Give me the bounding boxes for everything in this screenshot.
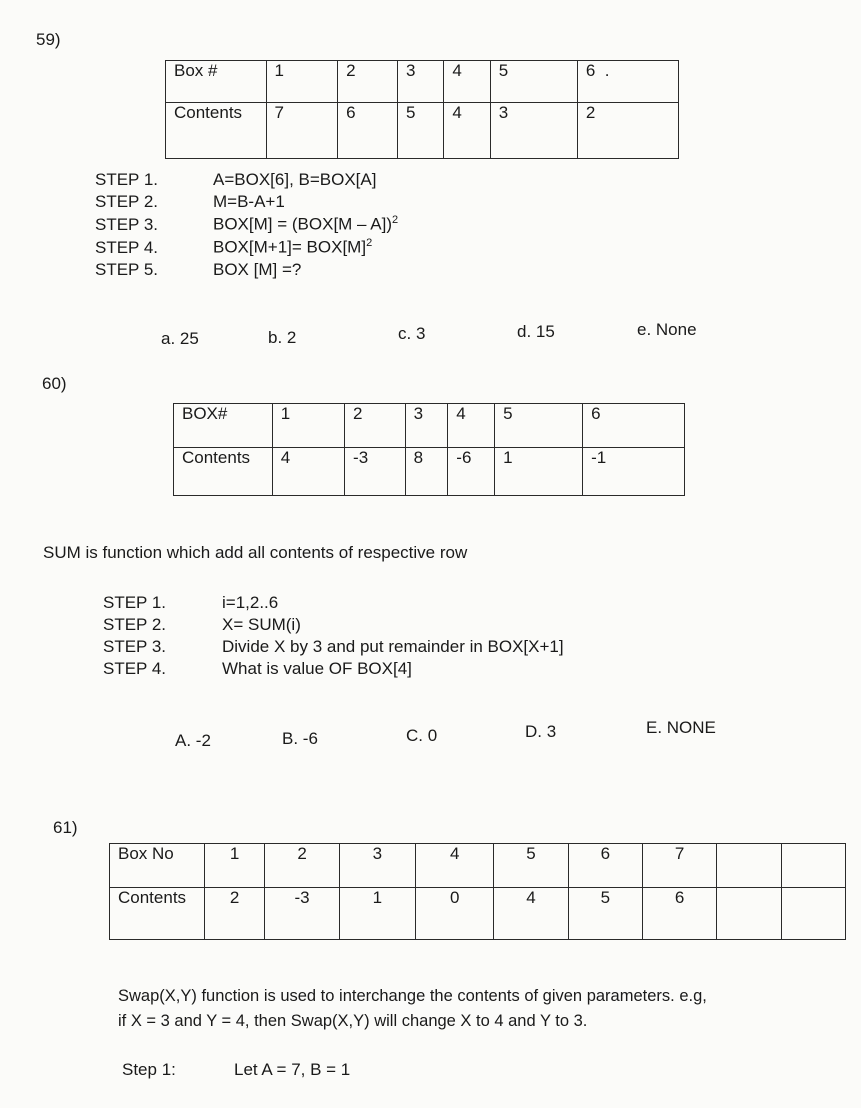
step-row	[103, 659, 412, 679]
step-row	[103, 615, 301, 635]
table-cell: -6	[448, 448, 495, 496]
table-cell: 3	[490, 103, 577, 159]
step-label: STEP 3.	[103, 637, 166, 656]
step-text: BOX[M] = (BOX[M – A])	[213, 214, 393, 234]
step-label: STEP 5.	[95, 260, 158, 279]
answer-option-e[interactable]: E. NONE	[646, 718, 716, 737]
table-cell: 4	[494, 888, 568, 940]
table-cell: 6	[583, 404, 685, 448]
table-cell: -3	[345, 448, 406, 496]
answer-option-b[interactable]: b. 2	[268, 328, 297, 347]
step-text: X= SUM(i)	[222, 615, 301, 634]
step-text: i=1,2..6	[222, 593, 279, 612]
table-cell: 5	[568, 888, 642, 940]
answer-option-e[interactable]: e. None	[637, 320, 697, 339]
step-label: STEP 2.	[95, 192, 158, 211]
table-cell: BOX#	[174, 404, 273, 448]
step-text: BOX[M+1]= BOX[M]	[213, 237, 367, 257]
step-label: Step 1:	[122, 1060, 176, 1079]
table-cell: 2	[338, 61, 398, 103]
step-text: M=B-A+1	[213, 192, 285, 211]
table-cell: 4	[448, 404, 495, 448]
answer-option-a[interactable]: A. -2	[175, 731, 211, 750]
table-cell: 1	[339, 888, 415, 940]
table-cell: 2	[345, 404, 406, 448]
table-cell	[717, 888, 781, 940]
answer-option-b[interactable]: B. -6	[282, 729, 318, 748]
q60-box-table	[173, 403, 685, 496]
table-cell: 1	[272, 404, 344, 448]
q61-box-table	[109, 843, 846, 940]
step-text: Divide X by 3 and put remainder in BOX[X+1]	[222, 637, 564, 656]
table-cell: 3	[398, 61, 444, 103]
table-cell: 1	[204, 844, 265, 888]
table-cell: 5	[398, 103, 444, 159]
table-row	[166, 61, 679, 103]
q61-step-1	[122, 1060, 350, 1080]
step-row	[103, 637, 564, 657]
table-cell: 4	[444, 103, 490, 159]
step-text: What is value OF BOX[4]	[222, 659, 412, 678]
answer-option-a[interactable]: a. 25	[161, 329, 199, 348]
table-cell: -3	[265, 888, 339, 940]
q60-intro-text: SUM is function which add all contents of respective row	[43, 543, 468, 562]
table-cell: 2	[204, 888, 265, 940]
table-cell	[781, 844, 845, 888]
step-label: STEP 3.	[95, 214, 158, 234]
table-cell: 6	[568, 844, 642, 888]
step-label: STEP 1.	[103, 593, 166, 612]
table-cell: 1	[266, 61, 338, 103]
table-cell: 5	[495, 404, 583, 448]
table-row	[110, 844, 846, 888]
step-row	[95, 170, 376, 190]
table-cell: 7	[266, 103, 338, 159]
table-cell: 8	[405, 448, 448, 496]
table-cell: 4	[416, 844, 494, 888]
table-cell: Contents	[110, 888, 205, 940]
table-cell: 2	[577, 103, 678, 159]
table-cell: 5	[490, 61, 577, 103]
table-cell: 7	[642, 844, 716, 888]
table-cell: Box #	[166, 61, 267, 103]
table-cell: 1	[495, 448, 583, 496]
question-number-61: 61)	[53, 818, 78, 837]
exponent: 2	[392, 214, 399, 226]
step-text: A=BOX[6], B=BOX[A]	[213, 170, 377, 189]
step-text: BOX [M] =?	[213, 260, 302, 279]
table-cell: Contents	[166, 103, 267, 159]
q59-box-table	[165, 60, 679, 159]
question-number-59: 59)	[36, 30, 61, 49]
table-row	[174, 404, 685, 448]
step-label: STEP 2.	[103, 615, 166, 634]
table-cell: 4	[272, 448, 344, 496]
table-cell: 4	[444, 61, 490, 103]
answer-option-c[interactable]: C. 0	[406, 726, 438, 745]
table-cell	[577, 61, 678, 103]
table-cell-dot: .	[604, 61, 610, 80]
table-cell: 3	[405, 404, 448, 448]
table-cell-text: 6	[585, 61, 596, 80]
table-cell: Box No	[110, 844, 205, 888]
table-row	[174, 448, 685, 496]
step-label: STEP 4.	[95, 237, 158, 257]
q61-paragraph-line-1: Swap(X,Y) function is used to interchange the contents of given parameters. e.g,	[118, 987, 707, 1005]
table-cell: 6	[338, 103, 398, 159]
answer-option-c[interactable]: c. 3	[398, 324, 426, 343]
table-cell: Contents	[174, 448, 273, 496]
table-cell: 2	[265, 844, 339, 888]
step-text: Let A = 7, B = 1	[234, 1060, 351, 1079]
step-label: STEP 4.	[103, 659, 166, 678]
step-row	[95, 192, 285, 212]
table-row	[110, 888, 846, 940]
q61-paragraph-line-2: if X = 3 and Y = 4, then Swap(X,Y) will change X to 4 and Y to 3.	[118, 1012, 588, 1030]
table-cell	[717, 844, 781, 888]
exponent: 2	[366, 237, 373, 249]
step-label: STEP 1.	[95, 170, 158, 189]
step-row	[95, 260, 301, 280]
step-row	[95, 214, 398, 235]
table-cell	[781, 888, 845, 940]
table-cell: 0	[416, 888, 494, 940]
table-cell: -1	[583, 448, 685, 496]
answer-option-d[interactable]: D. 3	[525, 722, 557, 741]
step-row	[103, 593, 278, 613]
table-cell: 3	[339, 844, 415, 888]
question-number-60: 60)	[42, 374, 67, 393]
table-cell: 5	[494, 844, 568, 888]
table-cell: 6	[642, 888, 716, 940]
table-row	[166, 103, 679, 159]
answer-option-d[interactable]: d. 15	[517, 322, 555, 341]
step-row	[95, 237, 372, 258]
